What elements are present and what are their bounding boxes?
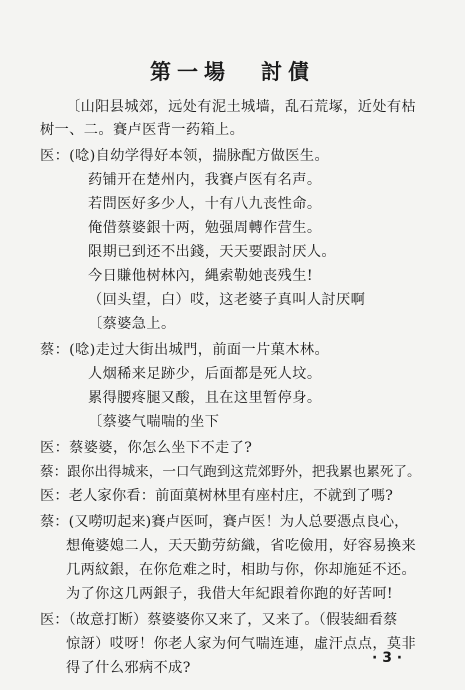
dialogue-line: 蔡：(又嘮叨起来)賽卢医呵，賽卢医！为人总要憑点良心， bbox=[40, 514, 409, 530]
dialogue-line: 得了什么邪病不成? bbox=[66, 660, 191, 676]
stage-direction-line: 〔蔡婆急上。 bbox=[88, 316, 176, 332]
stage-direction-line: 树一、二。賽卢医背一药箱上。 bbox=[40, 122, 245, 138]
page-number: · 3 · bbox=[372, 650, 403, 666]
stage-direction-line: 〔蔡婆气喘喘的坐下 bbox=[88, 414, 220, 430]
dialogue-line: 几两紋銀，在你危难之时，相助与你，你却施延不还。 bbox=[66, 562, 417, 578]
stage-direction-line: 〔山阳县城郊，远处有泥土城墙，乱石荒塚，近处有枯 bbox=[66, 99, 417, 115]
dialogue-line: 为了你这几两銀子，我借大年紀跟着你跑的好苦呵! bbox=[66, 586, 394, 602]
dialogue-line: 想俺婆媳二人，天天勤劳紡織，省吃儉用，好容易換来 bbox=[66, 538, 417, 554]
dialogue-line: 医：老人家你看：前面菓树林里有座村庄，不就到了嗎? bbox=[40, 488, 394, 504]
verse-line: 今日賺他树林內，縄索勒她丧残生! bbox=[88, 268, 313, 284]
verse-line: 人烟稀来足跡少，后面都是死人坟。 bbox=[88, 366, 322, 382]
dialogue-line: 蔡：(唸)走过大街出城門，前面一片菓木林。 bbox=[40, 342, 330, 358]
verse-line: 俺借蔡婆銀十两，勉强周轉作营生。 bbox=[88, 220, 322, 236]
dialogue-line: 医：（故意打断）蔡婆婆你又来了，又来了。（假装細看蔡 bbox=[40, 612, 398, 628]
verse-line: 累得腰疼腿又酸，且在这里暂停身。 bbox=[88, 390, 322, 406]
stage-direction-line: （回头望，白）哎，这老婆子真叫人討厌啊 bbox=[88, 292, 366, 308]
scene-name: 討債 bbox=[261, 59, 315, 84]
scene-number: 第一場 bbox=[150, 59, 231, 84]
verse-line: 药铺开在楚州内，我賽卢医有名声。 bbox=[88, 172, 322, 188]
dialogue-line: 医：蔡婆婆，你怎么坐下不走了? bbox=[40, 440, 253, 456]
verse-line: 限期已到还不出錢，天天要跟討厌人。 bbox=[88, 244, 336, 260]
dialogue-line: 蔡：跟你出得城来，一口气跑到这荒郊野外，把我累也累死了。 bbox=[40, 464, 421, 480]
dialogue-line: 惊訝）哎呀！你老人家为何气喘连連，虛汗点点，莫非 bbox=[66, 636, 417, 652]
verse-line: 若問医好多少人，十有八九丧性命。 bbox=[88, 196, 322, 212]
scene-title bbox=[0, 56, 465, 86]
dialogue-line: 医：(唸)自幼学得好本领，揣脉配方做医生。 bbox=[40, 148, 330, 164]
